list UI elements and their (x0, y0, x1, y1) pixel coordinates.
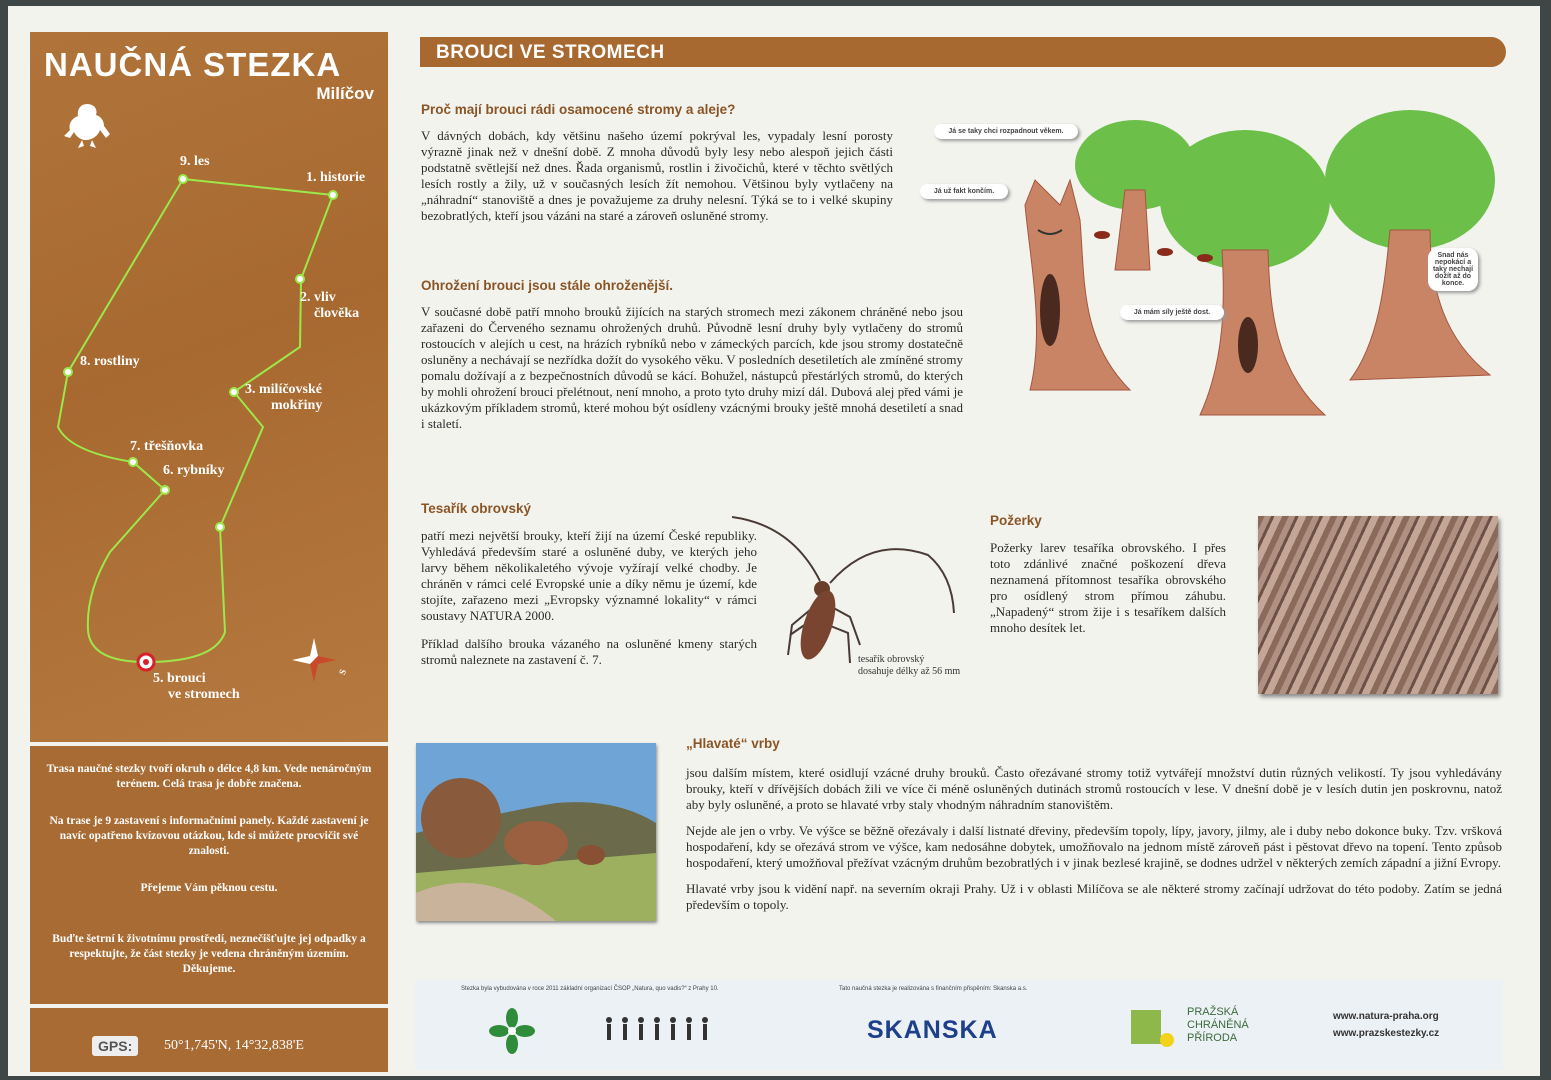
section3-title: Tesařík obrovský (421, 501, 532, 516)
section5-paragraph: Hlavaté vrby jsou k vidění např. na severním okraji Prahy. Už i v oblasti Milíčova se ale některé stromy začínají udržovat do této podoby. Zatím se jedná především o topoly. (686, 881, 1502, 912)
section2-title: Ohrožení brouci jsou stále ohroženější. (421, 278, 674, 293)
section5-title: „Hlavaté“ vrby (686, 736, 780, 751)
route-map (30, 32, 388, 742)
section-header (420, 37, 1506, 67)
stop-6: 6. rybníky (163, 463, 225, 478)
pcp-line: PRAŽSKÁ (1187, 1006, 1239, 1018)
info-paragraph: Buďte šetrní k životnímu prostředí, neznečišťujte jej odpadky a respektujte, že část stezky je vedena chráněným územím. Děkujeme. (52, 933, 366, 975)
people-logo-icon (601, 1014, 717, 1050)
pcp-line: CHRÁNĚNÁ (1187, 1019, 1249, 1031)
url-link[interactable]: www.prazskestezky.cz (1333, 1028, 1440, 1039)
gps-value: 50°1,745'N, 14°32,838'E (164, 1038, 304, 1053)
trail-subtitle: Milíčov (316, 84, 374, 103)
compass-icon (292, 638, 336, 682)
trail-info (46, 762, 372, 977)
page-title: BROUCI VE STROMECH (436, 42, 665, 63)
stop-2-line2: člověka (314, 306, 360, 321)
map-panel (30, 32, 388, 742)
section1-title: Proč mají brouci rádi osamocené stromy a aleje? (421, 102, 736, 117)
csop-logo-icon (487, 1006, 537, 1056)
section5-paragraph: Nejde ale jen o vrby. Ve výšce se běžně ořezávaly i další listnaté dřeviny, především topoly, lípy, javory, jilmy, ale i duby nebo dokonce buky. Tzv. vršková hospodaření, kdy se ořezává strom ve výšce, kam nedosáhne dobytek, umožňovalo na jednom místě zároveň pást i pěstovat dřevo na topení. Tento způsob hospodaření, který umožňoval přežívat vzácným druhům bezobratlých i v jinak bezlesé krajině, se dodnes udržel v některých zemích západní a jižní Evropy. (686, 823, 1502, 870)
stop-5-line2: ve stromech (168, 687, 240, 702)
trail-title: NAUČNÁ STEZKA (44, 46, 342, 83)
speech-bubble: Snad nás nepokácí a taky nechají dožít až do konce. (1428, 248, 1478, 291)
section3-paragraph: patří mezi největší brouky, kteří žijí na území České republiky. Vyhledává především staré a osluněné duby, ve kterých jeho larvy během několikaletého vývoje vyžírají velké chodby. Je chráněn v rámci celé Evropské unie a díky němu je území, kde stojíte, zařazeno mezi „Evropsky významné lokality“ v rámci soustavy NATURA 2000. (421, 528, 757, 623)
pcp-logo-icon (1129, 1006, 1181, 1052)
tree-icon (1160, 130, 1330, 415)
beetle-caption-1: tesařík obrovský (858, 654, 925, 665)
pcp-logo-text (1187, 1006, 1249, 1045)
speech-bubble: Já se taky chci rozpadnout věkem. (934, 124, 1078, 139)
stop-3: 3. milíčovské (245, 382, 322, 397)
compass-label: S (336, 667, 349, 677)
footer (415, 980, 1503, 1070)
gps-panel (30, 1008, 388, 1072)
skanska-logo: SKANSKA (867, 1016, 998, 1044)
section2-text: V současné době patří mnoho brouků žijících na starých stromech mezi zákonem chráněné nebo jsou zařazeni do Červeného seznamu ohrožených druhů. Původně lesní druhy byly vytlačeny do stromů rostoucích v alejích u cest, na hrázích rybníků nebo v zámeckých parcích, kde jsou stromy dostatečně osluněny a nechávají se nezřídka dožít do vysokého věku. V posledních desetiletích ale zmíněné stromy pomalu dožívají a z bezpečnostních důvodů se kácí. Bohužel, nástupců přestárlých stromů, do kterých by mohli ohrožení brouci přelétnout, není mnoho, a proto tyto druhy mizí dál. Dubová alej před vámi je ukázkovým příkladem stromů, které mohou být osídleny vzácnými brouky ještě mnohá desetiletí a snad i staletí. (421, 304, 963, 431)
section3-paragraph: Příklad dalšího brouka vázaného na osluněné kmeny starých stromů naleznete na zastavení č. 7. (421, 636, 757, 667)
tree-icon (1025, 180, 1130, 390)
footer-note-1: Stezka byla vybudována v roce 2011 základní organizací ČSOP „Natura, quo vadis?“ z Prahy 10. (461, 986, 719, 992)
footer-note-2: Tato naučná stezka je realizována s finančním přispěním: Skanska a.s. (839, 986, 1028, 992)
stop-2: 2. vliv (300, 290, 336, 305)
bark-photo (1258, 516, 1498, 694)
section4-title: Požerky (990, 513, 1042, 528)
section1-text: V dávných dobách, kdy většinu našeho území pokrýval les, vypadaly lesní porosty výrazně jinak než v dnešní době. Z mnoha důvodů byly lesy nebo alespoň jejich části podstatně světlejší než dnes. Řada organismů, rostlin i živočichů, které v těchto světlých lesích rostly a žily, už v současných lesích žít nemohou. Většinou byly vytlačeny na „náhradní“ stanoviště a dnes je považujeme za druhy nelesní. Týká se to i velké skupiny bezobratlých, kteří jsou vázáni na staré a zároveň osluněné stromy. (421, 128, 893, 223)
stop-5: 5. brouci (153, 671, 206, 686)
stop-1: 1. historie (306, 170, 366, 185)
stop-3-line2: mokřiny (271, 398, 323, 413)
url-link[interactable]: www.natura-praha.org (1333, 1011, 1439, 1022)
stop-7: 7. třešňovka (130, 439, 204, 454)
info-paragraph: Přejeme Vám pěknou cestu. (140, 882, 278, 894)
section5-paragraph: jsou dalším místem, které osidlují vzácné druhy brouků. Často ořezávané stromy totiž vytvářejí množství dutin různých velikostí. Ty jsou vyhledávány brouky, kteří v dřívějších dobách žili ve více či méně osluněných dutinách stromů rostoucích v lese. V dnešní době je v lesích dutin jen poskrovnu, natož aby byly osluněné, a proto se hlavaté vrby staly vhodným náhradním stanovištěm. (686, 765, 1502, 812)
tree-icon (1325, 110, 1495, 380)
speech-bubble: Já mám síly ještě dost. (1120, 305, 1224, 320)
gps-label: GPS: (92, 1036, 138, 1056)
stop-9: 9. les (180, 154, 210, 169)
section3-text (421, 528, 757, 676)
section4-text: Požerky larev tesaříka obrovského. I přes toto zdánlivé značné poškození dřeva neznamená přítomnost tesaříka obrovského pro osídlený strom přímou záhubu. „Napadený“ strom žije i s tesaříkem dalších mnoho desítek let. (990, 540, 1226, 635)
left-panel (30, 32, 390, 1072)
speech-bubble: Já už fakt končím. (920, 184, 1008, 199)
section5-text (686, 765, 1502, 921)
pcp-line: PŘÍRODA (1187, 1032, 1238, 1044)
willows-photo (416, 743, 656, 921)
info-paragraph: Na trase je 9 zastavení s informačními panely. Každé zastavení je navíc opatřeno kvízovou otázkou, kde si můžete procvičit své znalosti. (49, 815, 369, 857)
info-panel (30, 746, 388, 1004)
longhorn-beetle-icon (732, 505, 962, 670)
stop-8: 8. rostliny (80, 354, 140, 369)
info-paragraph: Trasa naučné stezky tvoří okruh o délce 4,8 km. Vede nenáročným terénem. Celá trasa je dobře značena. (46, 763, 372, 790)
beetle-caption-2: dosahuje délky až 56 mm (858, 666, 961, 677)
